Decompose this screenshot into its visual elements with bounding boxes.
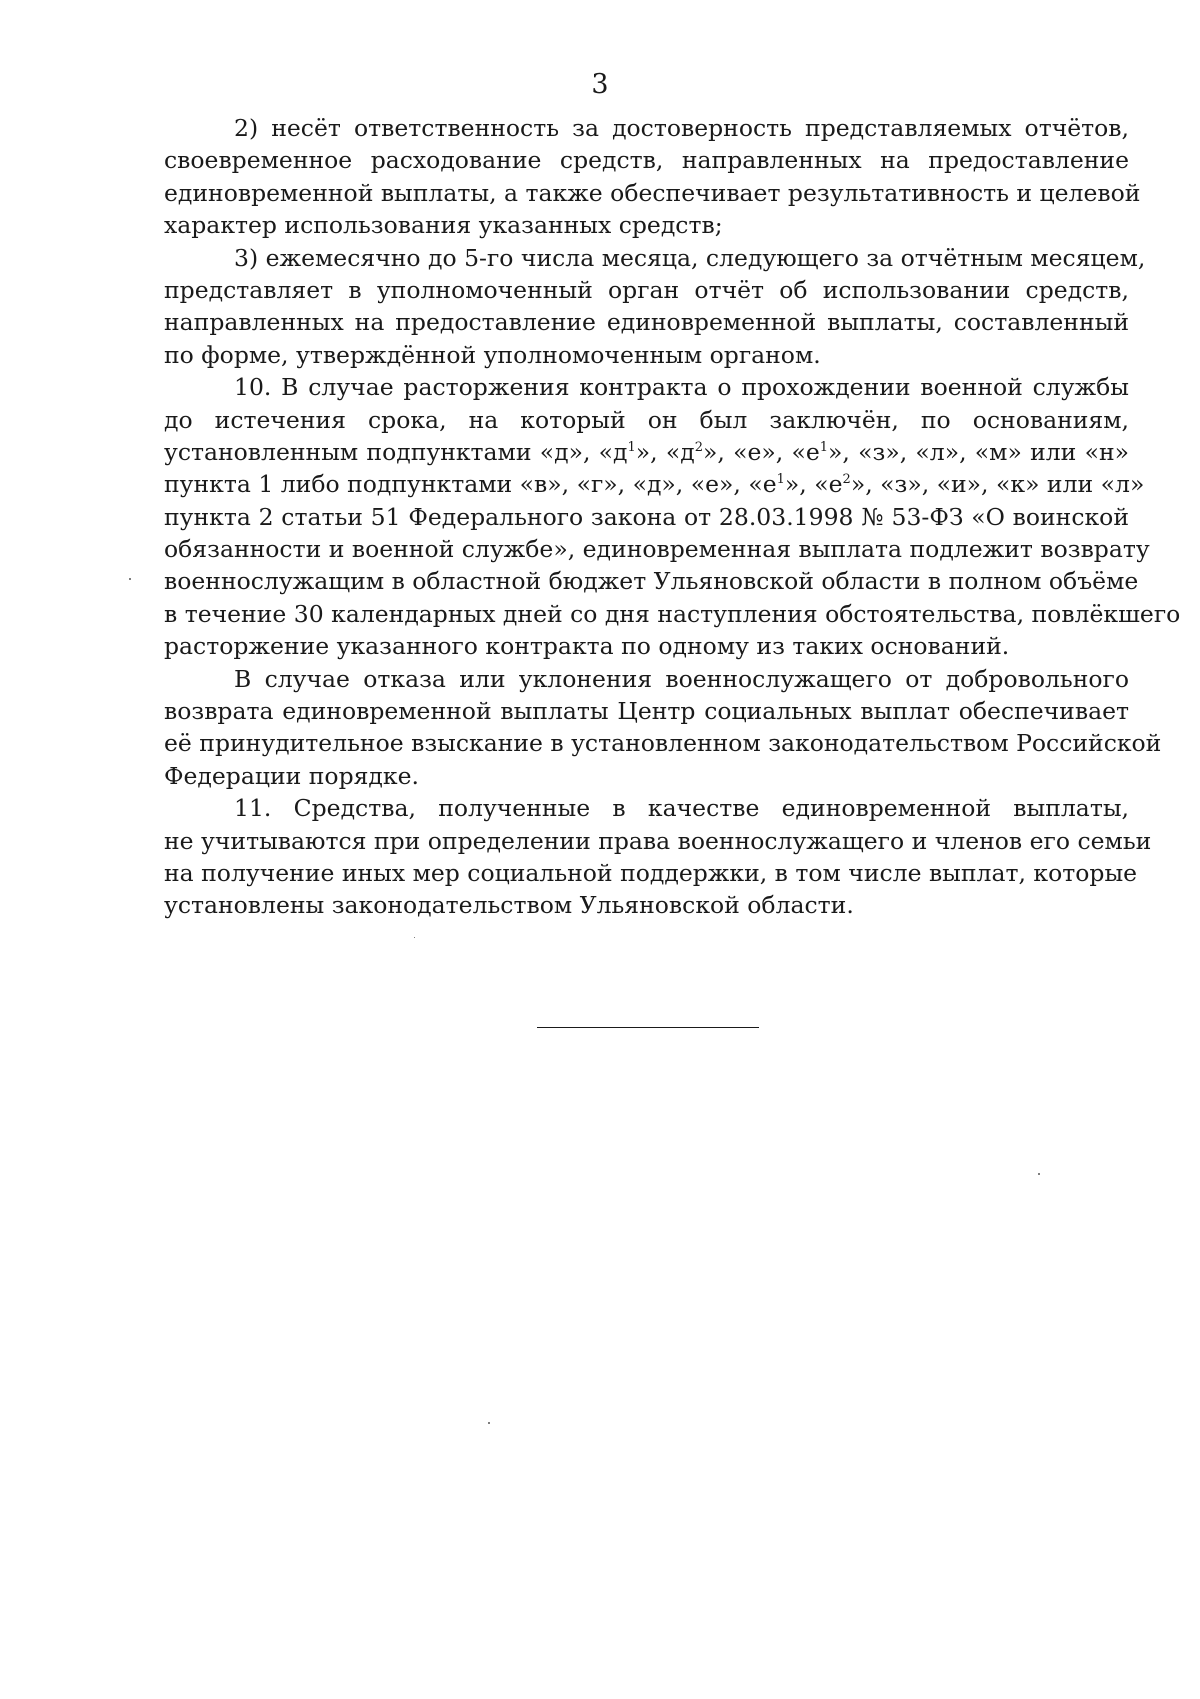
text-line: 10. В случае расторжения контракта о прохождении военной службы <box>234 373 1129 402</box>
scan-speck <box>1038 1173 1040 1175</box>
paragraph <box>164 663 1162 793</box>
text-line: возврата единовременной выплаты Центр социальных выплат обеспечивает <box>164 697 1129 726</box>
scan-speck <box>414 937 415 938</box>
text-line: её принудительное взыскание в установленном законодательством Российской <box>164 729 1162 758</box>
text-line: пункта 2 статьи 51 Федерального закона от 28.03.1998 № 53-ФЗ «О воинской <box>164 502 1129 531</box>
scan-speck <box>129 578 131 580</box>
text-line: в течение 30 календарных дней со дня наступления обстоятельства, повлёкшего <box>164 599 1181 628</box>
text-line: направленных на предоставление единовременной выплаты, составленный <box>164 308 1129 337</box>
text-line: по форме, утверждённой уполномоченным органом. <box>164 340 821 369</box>
text-run: », «е <box>784 470 843 499</box>
text-run: », «д <box>635 437 695 466</box>
text-line: 11. Средства, полученные в качестве единовременной выплаты, <box>234 794 1129 823</box>
text-run: пункта 1 либо подпунктами «в», «г», «д», «е», «е <box>164 470 777 499</box>
superscript: 2 <box>694 439 704 455</box>
superscript: 1 <box>819 439 829 455</box>
text-line: Федерации порядке. <box>164 761 419 790</box>
text-line <box>164 468 1145 500</box>
text-line: расторжение указанного контракта по одному из таких оснований. <box>164 632 1010 661</box>
document-body <box>164 112 1181 922</box>
superscript: 1 <box>627 439 636 455</box>
text-line: военнослужащим в областной бюджет Ульяновской области в полном объёме <box>164 567 1139 596</box>
text-line <box>164 436 1129 468</box>
text-line: единовременной выплаты, а также обеспечивает результативность и целевой <box>164 178 1141 207</box>
text-run: », «з», «и», «к» или «л» <box>850 470 1145 499</box>
text-run: », «е», «е <box>703 437 820 466</box>
paragraph <box>164 792 1152 922</box>
text-line: до истечения срока, на который он был заключён, по основаниям, <box>164 405 1129 434</box>
text-line: 3) ежемесячно до 5-го числа месяца, следующего за отчётным месяцем, <box>234 243 1146 272</box>
superscript: 1 <box>776 472 785 488</box>
scan-speck <box>488 1422 490 1424</box>
paragraph <box>164 242 1146 372</box>
section-divider <box>537 1027 759 1028</box>
text-line: представляет в уполномоченный орган отчёт об использовании средств, <box>164 275 1129 304</box>
superscript: 2 <box>842 472 851 488</box>
text-line: не учитываются при определении права военнослужащего и членов его семьи <box>164 826 1152 855</box>
text-line: своевременное расходование средств, направленных на предоставление <box>164 146 1129 175</box>
paragraph <box>164 112 1141 242</box>
text-line: В случае отказа или уклонения военнослужащего от добровольного <box>234 664 1129 693</box>
text-run: установленным подпунктами «д», «д <box>164 437 628 466</box>
text-line: обязанности и военной службе», единовременная выплата подлежит возврату <box>164 535 1150 564</box>
text-line: характер использования указанных средств; <box>164 211 723 240</box>
text-line: установлены законодательством Ульяновской области. <box>164 891 854 920</box>
page-number: 3 <box>591 69 609 100</box>
text-run: », «з», «л», «м» или «н» <box>828 437 1129 466</box>
paragraph <box>164 371 1181 663</box>
text-line: на получение иных мер социальной поддержки, в том числе выплат, которые <box>164 858 1138 887</box>
text-line: 2) несёт ответственность за достоверность представляемых отчётов, <box>234 114 1129 142</box>
